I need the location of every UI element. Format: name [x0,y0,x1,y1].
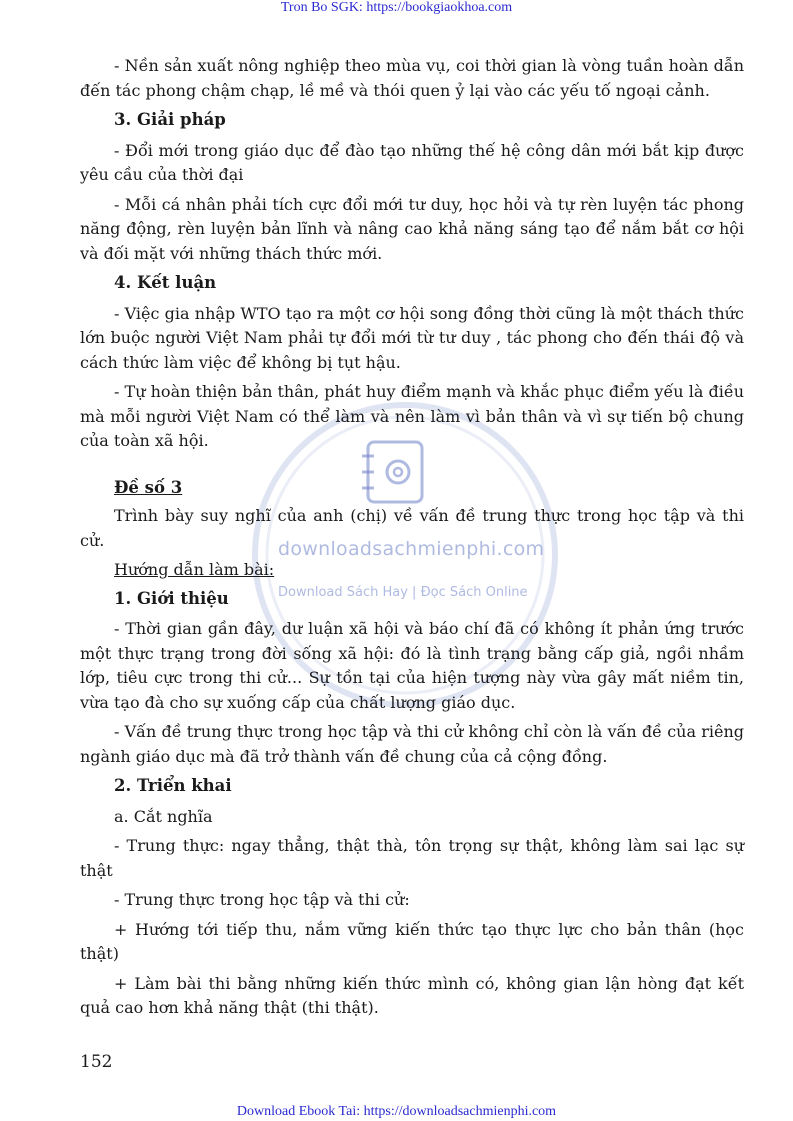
paragraph: - Thời gian gần đây, dư luận xã hội và báo chí đã có không ít phản ứng trước một thực trạng trong đời sống xã hội: đó là tình trạng bằng cấp giả, ngồi nhầm lớp, tiêu cực trong thi cử... Sự tồn tại của hiện tượng này vừa gây mất niềm tin, vừa tạo đà cho sự xuống cấp của chất lượng giáo dục. [80,619,744,712]
exam-title: Đề số 3 [114,477,183,497]
watermark-site: downloadsachmienphi.com [278,538,545,560]
section-heading: 3. Giải pháp [114,110,226,129]
subsection-label: a. Cắt nghĩa [114,806,213,826]
watermark-tagline: Download Sách Hay | Đọc Sách Online [278,585,528,600]
paragraph: - Đổi mới trong giáo dục để đào tạo những thế hệ công dân mới bắt kịp được yêu cầu của thời đại [80,140,744,184]
footer-link[interactable]: Download Ebook Tai: https://downloadsachmienphi.com [236,1104,557,1119]
paragraph: - Việc gia nhập WTO tạo ra một cơ hội song đồng thời cũng là một thách thức lớn buộc người Việt Nam phải tự đổi mới từ tư duy , tác phong cho đến thái độ và cách thức làm việc để không bị tụt hậu. [80,303,744,372]
paragraph: - Trung thực trong học tập và thi cử: [114,890,410,909]
paragraph: - Tự hoàn thiện bản thân, phát huy điểm mạnh và khắc phục điểm yếu là điều mà mỗi người Việt Nam có thể làm và nên làm vì bản thân và vì sự tiến bộ chung của toàn xã hội. [80,382,744,450]
section-heading: 4. Kết luận [114,273,217,292]
paragraph: + Hướng tới tiếp thu, nắm vững kiến thức tạo thực lực cho bản thân (học thật) [80,919,744,963]
document-body [80,54,744,1026]
section-heading: 2. Triển khai [114,776,232,795]
paragraph: + Làm bài thi bằng những kiến thức mình có, không gian lận hòng đạt kết quả cao hơn khả năng thật (thi thật). [80,973,744,1017]
section-heading: 1. Giới thiệu [114,588,229,608]
paragraph: - Nền sản xuất nông nghiệp theo mùa vụ, coi thời gian là vòng tuần hoàn dẫn đến tác phong chậm chạp, lề mề và thói quen ỷ lại vào các yếu tố ngoại cảnh. [80,56,744,100]
page-number: 152 [80,1052,113,1072]
exam-prompt: Trình bày suy nghĩ của anh (chị) về vấn đề trung thực trong học tập và thi cử. [80,506,744,550]
paragraph: - Vấn đề trung thực trong học tập và thi cử không chỉ còn là vấn đề của riêng ngành giáo dục mà đã trở thành vấn đề chung của cả cộng đồng. [80,722,744,766]
guide-heading: Hướng dẫn làm bài: [114,560,275,579]
paragraph: - Mỗi cá nhân phải tích cực đổi mới tư duy, học hỏi và tự rèn luyện tác phong năng động, rèn luyện bản lĩnh và nâng cao khả năng sáng tạo để nắm bắt cơ hội và đối mặt với những thách thức mới. [80,194,744,263]
paragraph: - Trung thực: ngay thẳng, thật thà, tôn trọng sự thật, không làm sai lạc sự thật [80,836,744,880]
header-link[interactable]: Tron Bo SGK: https://bookgiaokhoa.com [280,0,513,15]
